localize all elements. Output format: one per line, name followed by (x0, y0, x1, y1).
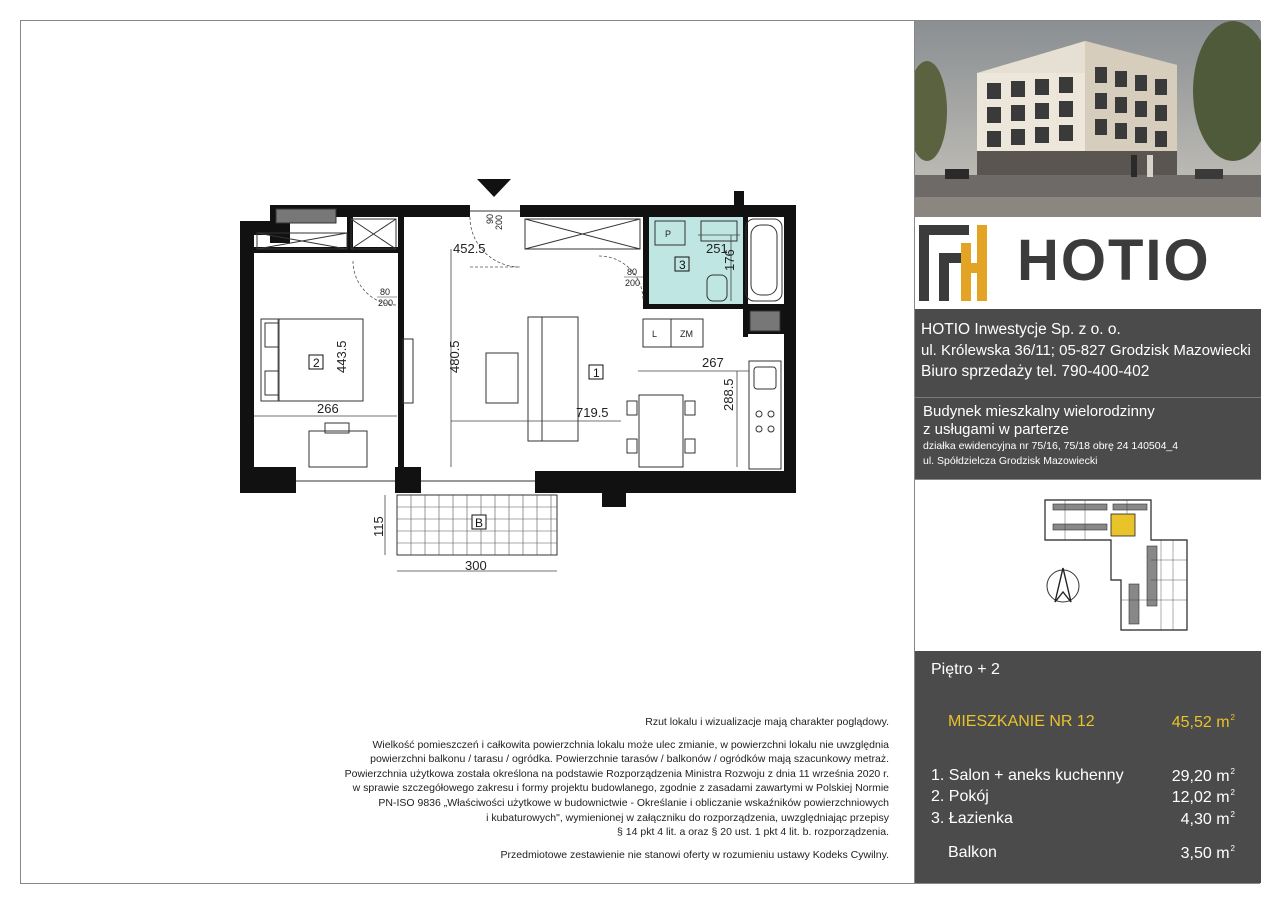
dim-300: 300 (465, 558, 487, 573)
fixture-p: P (665, 229, 672, 239)
room-label: 2. Pokój (931, 788, 989, 805)
balcony-area: 3,50 $m^2$ (1180, 844, 1235, 862)
room-label: 1. Salon + aneks kuchenny (931, 767, 1124, 784)
street-address: ul. Spółdzielcza Grodzisk Mazowiecki (923, 455, 1098, 467)
room-row-balkon (948, 844, 1235, 864)
room-area: 4,30 $m^2$ (1180, 810, 1235, 828)
dim-288-5: 288.5 (721, 378, 736, 411)
building-visualization-image (915, 21, 1261, 217)
room-row-lazienka (931, 810, 1235, 830)
door-room-width: 80 (380, 287, 391, 297)
legal-line: w sprawie szczegółowego zakresu i formy projektu budowlanego, zgodnie z zasadami zawartymi w Polskiej Normie (352, 782, 889, 795)
company-info (915, 309, 1261, 397)
balcony-label: Balkon (948, 844, 997, 861)
legal-line: Wielkość pomieszczeń i całkowita powierzchnia lokalu może ulec zmianie, w powierzchni lokalu nie uwzględnia (372, 738, 889, 751)
dim-443-5: 443.5 (334, 340, 349, 373)
room-number-1: 1 (593, 366, 600, 380)
dim-266: 266 (317, 401, 339, 416)
dim-452-5: 452.5 (453, 241, 486, 256)
floor-label: Piętro + 2 (931, 661, 1000, 678)
unit-summary (915, 651, 1261, 883)
legal-line: § 14 pkt 4 lit. a oraz § 20 ust. 1 pkt 4 lit. b. rozporządzenia. (617, 826, 889, 839)
info-panel (914, 21, 1260, 883)
unit-total-area: 45,52 $m^2$ (1171, 713, 1235, 731)
door-bath-height: 200 (625, 278, 641, 288)
dim-176: 176 (722, 249, 737, 271)
north-arrow-icon (1047, 568, 1079, 602)
parcel-number: działka ewidencyjna nr 75/16, 75/18 obrę 24 140504_4 (923, 440, 1179, 452)
hotio-logo-icon (917, 223, 993, 303)
door-room-height: 200 (378, 298, 394, 308)
company-name: HOTIO Inwestycje Sp. z o. o. (921, 321, 1121, 338)
notes-block (266, 715, 889, 862)
room-row-salon (931, 767, 1235, 787)
room-area: 12,02 $m^2$ (1171, 788, 1235, 806)
door-entry-height: 200 (494, 214, 504, 230)
legal-line: Powierzchnia użytkowa została określona na podstawie Rozporządzenia Ministra Rozwoju z dnia 11 września 2020 r. (344, 767, 889, 780)
door-entry-width: 90 (485, 213, 495, 224)
offer-notice: Przedmiotowe zestawienie nie stanowi oferty w rozumieniu ustawy Kodeks Cywilny. (500, 848, 889, 861)
door-bath-width: 80 (627, 267, 638, 277)
building-title: Budynek mieszkalny wielorodzinny (923, 403, 1155, 420)
room-area: 29,20 $m^2$ (1171, 767, 1235, 785)
room-row-pokoj (931, 788, 1235, 808)
key-plan (915, 479, 1261, 651)
legal-line: powierzchni balkonu / tarasu / ogródka. Powierzchnie tarasów / balkonów / ogródków mają szacunkowy metraż. (370, 753, 889, 766)
room-label: 3. Łazienka (931, 810, 1013, 827)
unit-highlight (1111, 514, 1135, 536)
legal-line: i kubaturowych", wymienionej w załączniku do rozporządzenia, uwzględniając przepisy (486, 811, 889, 824)
room-number-2: 2 (313, 356, 320, 370)
dim-115: 115 (371, 516, 386, 537)
dim-251: 251 (706, 241, 728, 256)
dim-719-5: 719.5 (576, 405, 609, 420)
disclaimer-text: Rzut lokalu i wizualizacje mają charakter poglądowy. (645, 716, 889, 728)
legal-line: PN-ISO 9836 „Właściwości użytkowe w budownictwie - Określanie i obliczanie wskaźników powierzchniowych (378, 796, 889, 809)
building-info (915, 397, 1261, 479)
unit-name: MIESZKANIE NR 12 (948, 713, 1095, 730)
fixture-l: L (652, 329, 658, 339)
company-address: ul. Królewska 36/11; 05-827 Grodzisk Mazowiecki (921, 342, 1251, 359)
room-number-b: B (475, 516, 484, 530)
room-number-3: 3 (679, 258, 686, 272)
dim-480-5: 480.5 (447, 340, 462, 373)
brand-logo (915, 217, 1261, 309)
entry-arrow-icon (477, 179, 511, 197)
legal-text (266, 738, 889, 840)
brand-name: HOTIO (1017, 228, 1211, 293)
plan-sheet (20, 20, 1260, 884)
building-subtitle: z usługami w parterze (923, 421, 1069, 438)
sales-phone: Biuro sprzedaży tel. 790-400-402 (921, 363, 1150, 380)
dim-267: 267 (702, 355, 724, 370)
fixture-zm: ZM (680, 329, 693, 339)
